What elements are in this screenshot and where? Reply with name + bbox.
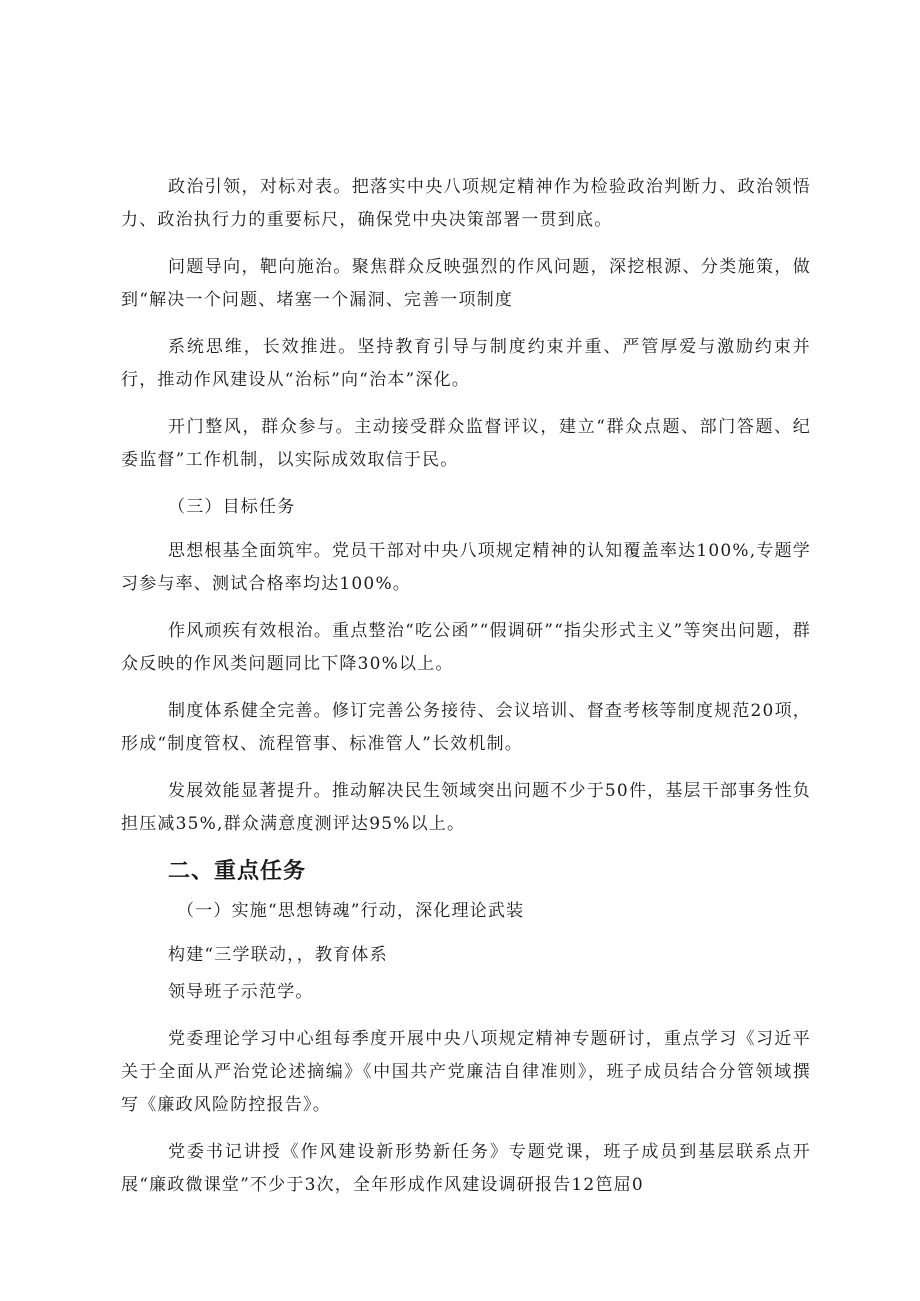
- subheading-soul-action: （一）实施“思想铸魂”行动，深化理论武装: [177, 901, 525, 921]
- paragraph-ideological-foundation: 思想根基全面筑牢。党员干部对中央八项规定精神的认知覆盖率达100%,专题学习参与率、测试合格率均达100%。: [121, 541, 811, 594]
- paragraph-style-issues: 作风顽疾有效根治。重点整治“吃公函”“假调研”“指尖形式主义”等突出问题，群众反映的作风类问题同比下降30%以上。: [121, 621, 811, 674]
- paragraph-party-secretary-lecture: 党委书记讲授《作风建设新形势新任务》专题党课，班子成员到基层联系点开展“廉政微课堂”不少于3次，全年形成作风建设调研报告12笆屈0: [121, 1142, 811, 1195]
- subheading-goals: （三）目标任务: [168, 497, 296, 517]
- paragraph-central-study-group: 党委理论学习中心组每季度开展中央八项规定精神专题研讨，重点学习《习近平关于全面从严治党论述摘编》《中国共产党廉洁自律准则》，班子成员结合分管领域撰写《廉政风险防控报告》。: [121, 1029, 811, 1115]
- document-body: [121, 171, 811, 1216]
- paragraph-problem-oriented: 问题导向，靶向施治。聚焦群众反映强烈的作风问题，深挖根源、分类施策，做到“解决一个问题、堵塞一个漏洞、完善一项制度: [121, 257, 811, 310]
- paragraph-development-efficiency: 发展效能显著提升。推动解决民生领域突出问题不少于50件，基层干部事务性负担压减35%,群众满意度测评达95%以上。: [121, 781, 811, 834]
- paragraph-institutional-system: 制度体系健全完善。修订完善公务接待、会议培训、督查考核等制度规范20项，形成“制度管权、流程管事、标准管人”长效机制。: [121, 701, 811, 754]
- paragraph-leadership-demonstration: 领导班子示范学。: [168, 982, 314, 1002]
- paragraph-education-system: 构建“三学联动，，教育体系: [168, 945, 388, 965]
- paragraph-open-rectification: 开门整风，群众参与。主动接受群众监督评议，建立“群众点题、部门答题、纪委监督”工作机制，以实际成效取信于民。: [121, 417, 811, 470]
- section-heading-key-tasks: 二、重点任务: [168, 859, 307, 884]
- paragraph-systematic-thinking: 系统思维，长效推进。坚持教育引导与制度约束并重、严管厚爱与激励约束并行，推动作风建设从“治标”向“治本”深化。: [121, 337, 811, 390]
- paragraph-political-guidance: 政治引领，对标对表。把落实中央八项规定精神作为检验政治判断力、政治领悟力、政治执行力的重要标尺，确保党中央决策部署一贯到底。: [121, 177, 811, 230]
